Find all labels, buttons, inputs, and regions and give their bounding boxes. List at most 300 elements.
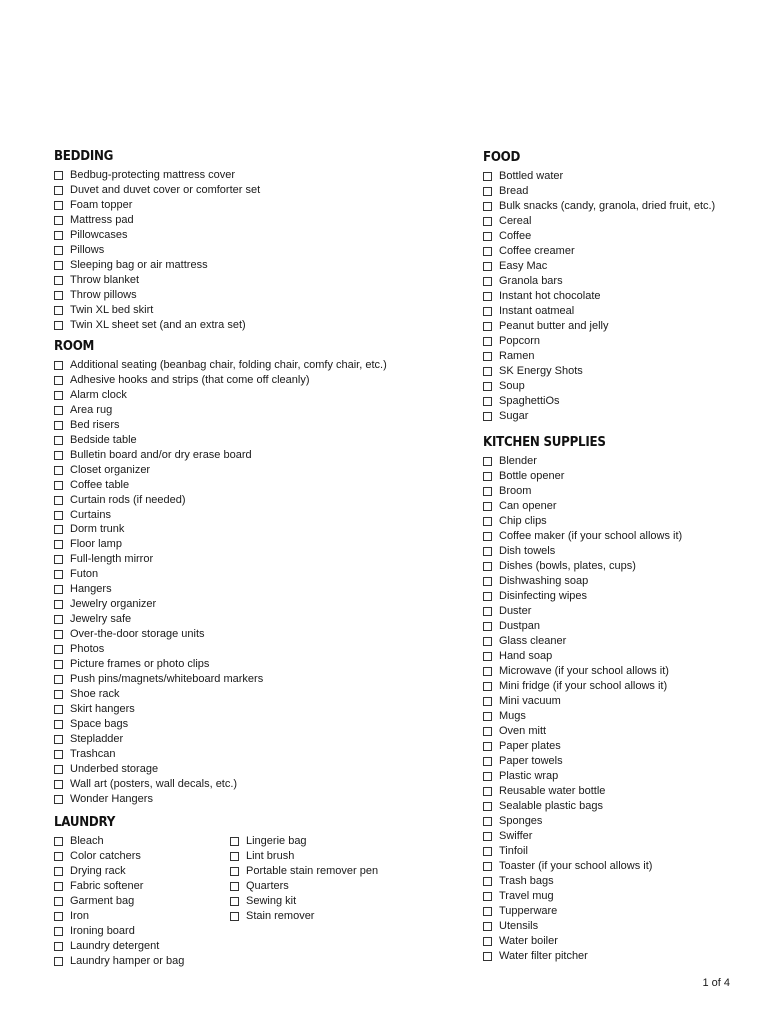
checkbox-icon[interactable]	[54, 246, 63, 255]
right-column	[483, 149, 753, 964]
checklist-item	[483, 874, 753, 889]
checklist-item	[54, 418, 454, 433]
checklist-item-label: Push pins/magnets/whiteboard markers	[70, 673, 264, 685]
checkbox-icon[interactable]	[54, 942, 63, 951]
checkbox-icon[interactable]	[54, 867, 63, 876]
checklist-item-label: Chip clips	[499, 515, 547, 527]
checkbox-icon[interactable]	[483, 832, 492, 841]
checkbox-icon[interactable]	[54, 837, 63, 846]
laundry-columns	[54, 834, 454, 969]
checklist-item-label: Mattress pad	[70, 214, 134, 226]
checklist-item-label: Pillows	[70, 244, 105, 256]
checklist-item-label: Laundry hamper or bag	[70, 954, 185, 967]
checkbox-icon[interactable]	[230, 882, 239, 891]
checklist-item	[483, 349, 753, 364]
section-bedding	[54, 148, 454, 333]
checklist-item	[483, 664, 753, 679]
checklist-item	[483, 619, 753, 634]
checkbox-icon[interactable]	[483, 307, 492, 316]
kitchen-supplies-list	[483, 454, 753, 964]
checklist-item	[230, 864, 378, 879]
checklist-item	[54, 747, 454, 762]
checkbox-icon[interactable]	[54, 882, 63, 891]
checklist-item	[483, 169, 753, 184]
checkbox-icon[interactable]	[230, 867, 239, 876]
food-list	[483, 169, 753, 424]
checklist-item	[54, 243, 454, 258]
checklist-item-label: Toaster (if your school allows it)	[499, 860, 653, 872]
checklist-item	[54, 388, 454, 403]
checklist-item	[483, 214, 753, 229]
checklist-item-label: Tinfoil	[499, 845, 528, 857]
checkbox-icon[interactable]	[483, 742, 492, 751]
checklist-item	[483, 859, 753, 874]
checklist-item-label: Water filter pitcher	[499, 950, 588, 962]
checkbox-icon[interactable]	[54, 765, 63, 774]
checklist-item-label: Duvet and duvet cover or comforter set	[70, 184, 261, 196]
checklist-item	[483, 229, 753, 244]
checklist-item-label: Dorm trunk	[70, 523, 125, 536]
page-number: 1 of 4	[702, 977, 730, 989]
checkbox-icon[interactable]	[54, 540, 63, 549]
checkbox-icon[interactable]	[483, 622, 492, 631]
checklist-item	[54, 672, 454, 687]
checklist-item-label: Swiffer	[499, 830, 533, 842]
checkbox-icon[interactable]	[483, 532, 492, 541]
checkbox-icon[interactable]	[54, 780, 63, 789]
checklist-item	[230, 894, 378, 909]
checkbox-icon[interactable]	[54, 201, 63, 210]
checklist-item	[483, 574, 753, 589]
checkbox-icon[interactable]	[230, 912, 239, 921]
checklist-item-label: Space bags	[70, 717, 129, 730]
checklist-item	[54, 273, 454, 288]
checklist-item-label: Trashcan	[70, 747, 116, 760]
checklist-item-label: Trash bags	[499, 875, 554, 887]
checklist-item	[483, 529, 753, 544]
checklist-item	[483, 514, 753, 529]
checklist-item	[54, 478, 454, 493]
checklist-item-label: SK Energy Shots	[499, 365, 583, 377]
checkbox-icon[interactable]	[54, 321, 63, 330]
checkbox-icon[interactable]	[483, 562, 492, 571]
checkbox-icon[interactable]	[483, 652, 492, 661]
checkbox-icon[interactable]	[483, 682, 492, 691]
checkbox-icon[interactable]	[483, 757, 492, 766]
section-kitchen-supplies	[483, 434, 753, 964]
checkbox-icon[interactable]	[483, 232, 492, 241]
checkbox-icon[interactable]	[54, 585, 63, 594]
checklist-item-label: Cereal	[499, 215, 532, 227]
checklist-item	[483, 364, 753, 379]
checklist-item	[54, 403, 454, 418]
checklist-item	[54, 687, 454, 702]
checkbox-icon[interactable]	[54, 690, 63, 699]
checklist-item	[54, 597, 454, 612]
checklist-item	[483, 589, 753, 604]
checklist-item-label: Underbed storage	[70, 762, 159, 775]
checklist-item	[54, 642, 454, 657]
checkbox-icon[interactable]	[483, 922, 492, 931]
checkbox-icon[interactable]	[483, 337, 492, 346]
checklist-item	[54, 582, 454, 597]
checkbox-icon[interactable]	[54, 186, 63, 195]
checklist-item-label: Peanut butter and jelly	[499, 320, 609, 332]
checklist-item	[54, 288, 454, 303]
checkbox-icon[interactable]	[54, 852, 63, 861]
checklist-item-label: Curtain rods (if needed)	[70, 493, 186, 506]
checklist-item-label: Shoe rack	[70, 687, 120, 700]
checklist-item	[483, 844, 753, 859]
checklist-item	[483, 319, 753, 334]
checklist-item-label: Throw blanket	[70, 274, 140, 286]
checkbox-icon[interactable]	[54, 720, 63, 729]
checklist-item	[54, 303, 454, 318]
checklist-item-label: Iron	[70, 909, 89, 922]
checklist-item-label: Dustpan	[499, 620, 540, 632]
checklist-item	[54, 463, 454, 478]
checklist-item	[483, 949, 753, 964]
checklist-item-label: Bulletin board and/or dry erase board	[70, 448, 252, 461]
checkbox-icon[interactable]	[54, 481, 63, 490]
checkbox-icon[interactable]	[54, 406, 63, 415]
bedding-list	[54, 168, 454, 333]
checklist-item-label: Coffee	[499, 230, 532, 242]
checklist-item	[483, 904, 753, 919]
checkbox-icon[interactable]	[54, 171, 63, 180]
checklist-item	[54, 924, 230, 939]
checklist-item	[54, 879, 230, 894]
checklist-item-label: Coffee table	[70, 478, 130, 491]
checklist-item	[54, 537, 454, 552]
checklist-item-label: Twin XL bed skirt	[70, 304, 154, 316]
checkbox-icon[interactable]	[483, 547, 492, 556]
checkbox-icon[interactable]	[54, 912, 63, 921]
checklist-item-label: Bread	[499, 185, 529, 197]
checklist-item	[483, 259, 753, 274]
section-room	[54, 338, 454, 807]
checkbox-icon[interactable]	[54, 660, 63, 669]
checklist-item	[54, 909, 230, 924]
checkbox-icon[interactable]	[483, 772, 492, 781]
laundry-list-col1	[54, 834, 230, 969]
checklist-item	[54, 552, 454, 567]
checklist-item-label: Tupperware	[499, 905, 558, 917]
checklist-item	[54, 762, 454, 777]
checklist-item-label: Picture frames or photo clips	[70, 658, 210, 671]
checkbox-icon[interactable]	[483, 802, 492, 811]
checklist-item	[483, 544, 753, 559]
checkbox-icon[interactable]	[54, 927, 63, 936]
checkbox-icon[interactable]	[483, 382, 492, 391]
checklist-item	[54, 318, 454, 333]
checkbox-icon[interactable]	[54, 231, 63, 240]
checklist-item	[54, 954, 230, 969]
checklist-item	[483, 394, 753, 409]
checklist-item	[483, 679, 753, 694]
checklist-item	[483, 379, 753, 394]
checklist-item	[54, 657, 454, 672]
checkbox-icon[interactable]	[483, 697, 492, 706]
checklist-item	[54, 849, 230, 864]
checklist-item	[230, 909, 378, 924]
checklist-item-label: Sewing kit	[246, 894, 297, 907]
checkbox-icon[interactable]	[483, 937, 492, 946]
checklist-item-label: Sleeping bag or air mattress	[70, 259, 208, 271]
checklist-item	[54, 198, 454, 213]
checklist-item-label: Sugar	[499, 410, 529, 422]
checkbox-icon[interactable]	[483, 352, 492, 361]
checklist-item-label: Pillowcases	[70, 229, 128, 241]
checkbox-icon[interactable]	[54, 306, 63, 315]
checklist-item-label: Dish towels	[499, 545, 556, 557]
checkbox-icon[interactable]	[54, 376, 63, 385]
checkbox-icon[interactable]	[483, 262, 492, 271]
checklist-item-label: Travel mug	[499, 890, 554, 902]
checkbox-icon[interactable]	[54, 795, 63, 804]
checklist-item	[483, 739, 753, 754]
checklist-item	[483, 799, 753, 814]
checklist-item-label: Throw pillows	[70, 289, 137, 301]
checklist-item-label: Bottled water	[499, 170, 564, 182]
checklist-item-label: Ramen	[499, 350, 535, 362]
checklist-item-label: Twin XL sheet set (and an extra set)	[70, 319, 246, 331]
section-title-kitchen-supplies: KITCHEN SUPPLIES	[483, 434, 606, 450]
checklist-item-label: Mini vacuum	[499, 695, 561, 707]
checklist-item-label: Wall art (posters, wall decals, etc.)	[70, 777, 238, 790]
section-laundry	[54, 814, 454, 969]
checklist-item-label: Bottle opener	[499, 470, 565, 482]
checklist-item-label: Alarm clock	[70, 388, 127, 401]
checkbox-icon[interactable]	[483, 292, 492, 301]
checklist-item	[483, 889, 753, 904]
checkbox-icon[interactable]	[483, 787, 492, 796]
checkbox-icon[interactable]	[54, 421, 63, 430]
checkbox-icon[interactable]	[483, 322, 492, 331]
checkbox-icon[interactable]	[230, 897, 239, 906]
checkbox-icon[interactable]	[483, 517, 492, 526]
checkbox-icon[interactable]	[483, 367, 492, 376]
checkbox-icon[interactable]	[483, 952, 492, 961]
checklist-item-label: Glass cleaner	[499, 635, 567, 647]
checklist-item	[483, 604, 753, 619]
checklist-item	[483, 274, 753, 289]
checkbox-icon[interactable]	[483, 397, 492, 406]
checkbox-icon[interactable]	[483, 502, 492, 511]
checklist-item	[483, 769, 753, 784]
checklist-item-label: Microwave (if your school allows it)	[499, 665, 669, 677]
checkbox-icon[interactable]	[483, 862, 492, 871]
checklist-item-label: Hand soap	[499, 650, 553, 662]
checkbox-icon[interactable]	[54, 361, 63, 370]
checklist-item	[54, 717, 454, 732]
checkbox-icon[interactable]	[54, 600, 63, 609]
checkbox-icon[interactable]	[54, 750, 63, 759]
checklist-item	[54, 358, 454, 373]
checklist-item-label: Laundry detergent	[70, 939, 160, 952]
checklist-item	[483, 934, 753, 949]
checklist-item-label: Sealable plastic bags	[499, 800, 603, 812]
checklist-item-label: Disinfecting wipes	[499, 590, 588, 602]
checkbox-icon[interactable]	[483, 727, 492, 736]
checkbox-icon[interactable]	[54, 466, 63, 475]
checklist-item	[230, 834, 378, 849]
checklist-item-label: Granola bars	[499, 275, 563, 287]
checkbox-icon[interactable]	[54, 261, 63, 270]
checklist-item	[54, 448, 454, 463]
checklist-item-label: Can opener	[499, 500, 557, 512]
checkbox-icon[interactable]	[483, 187, 492, 196]
checklist-item	[483, 184, 753, 199]
checklist-item-label: Jewelry safe	[70, 613, 132, 626]
checklist-item-label: Soup	[499, 380, 525, 392]
checkbox-icon[interactable]	[483, 817, 492, 826]
checklist-item-label: Mini fridge (if your school allows it)	[499, 680, 668, 692]
checklist-item-label: Floor lamp	[70, 538, 122, 551]
checklist-item-label: Instant oatmeal	[499, 305, 575, 317]
section-title-laundry: LAUNDRY	[54, 813, 116, 830]
checklist-item	[54, 228, 454, 243]
checklist-item	[54, 732, 454, 747]
checkbox-icon[interactable]	[483, 592, 492, 601]
checklist-item-label: Jewelry organizer	[70, 598, 157, 611]
checklist-item-label: Water boiler	[499, 935, 558, 947]
checklist-item-label: Bedbug-protecting mattress cover	[70, 169, 236, 181]
checklist-item-label: Bleach	[70, 834, 104, 847]
checkbox-icon[interactable]	[54, 675, 63, 684]
checklist-item-label: Stepladder	[70, 732, 124, 745]
checklist-item	[483, 724, 753, 739]
checkbox-icon[interactable]	[483, 217, 492, 226]
checkbox-icon[interactable]	[483, 667, 492, 676]
checklist-item-label: SpaghettiOs	[499, 395, 560, 407]
checkbox-icon[interactable]	[54, 570, 63, 579]
checklist-item-label: Lint brush	[246, 849, 295, 862]
checklist-item	[483, 409, 753, 424]
checklist-item-label: Quarters	[246, 879, 289, 892]
checkbox-icon[interactable]	[54, 615, 63, 624]
checklist-item-label: Blender	[499, 455, 537, 467]
checkbox-icon[interactable]	[54, 391, 63, 400]
checkbox-icon[interactable]	[483, 892, 492, 901]
checkbox-icon[interactable]	[483, 907, 492, 916]
checklist-item	[483, 484, 753, 499]
checklist-item-label: Coffee creamer	[499, 245, 575, 257]
checklist-item-label: Area rug	[70, 403, 113, 416]
checkbox-icon[interactable]	[54, 451, 63, 460]
checklist-item-label: Photos	[70, 643, 105, 656]
checklist-item-label: Hangers	[70, 583, 112, 596]
checklist-item	[54, 213, 454, 228]
checklist-item-label: Sponges	[499, 815, 543, 827]
checkbox-icon[interactable]	[54, 276, 63, 285]
checkbox-icon[interactable]	[483, 877, 492, 886]
checklist-item	[54, 508, 454, 523]
checkbox-icon[interactable]	[54, 645, 63, 654]
checkbox-icon[interactable]	[54, 496, 63, 505]
checkbox-icon[interactable]	[54, 555, 63, 564]
checklist-item	[483, 454, 753, 469]
checklist-item-label: Wonder Hangers	[70, 792, 153, 805]
checkbox-icon[interactable]	[54, 216, 63, 225]
checkbox-icon[interactable]	[54, 436, 63, 445]
checklist-item	[54, 702, 454, 717]
checklist-item	[54, 493, 454, 508]
checkbox-icon[interactable]	[483, 577, 492, 586]
checkbox-icon[interactable]	[483, 712, 492, 721]
laundry-list-col2	[230, 834, 378, 969]
checklist-item-label: Coffee maker (if your school allows it)	[499, 530, 683, 542]
checkbox-icon[interactable]	[483, 472, 492, 481]
checklist-item	[54, 258, 454, 273]
checklist-item-label: Oven mitt	[499, 725, 547, 737]
checklist-item-label: Skirt hangers	[70, 702, 135, 715]
checkbox-icon[interactable]	[483, 847, 492, 856]
checkbox-icon[interactable]	[483, 487, 492, 496]
checkbox-icon[interactable]	[483, 412, 492, 421]
checklist-item	[483, 784, 753, 799]
checklist-item-label: Additional seating (beanbag chair, folding chair, comfy chair, etc.)	[70, 358, 387, 371]
checkbox-icon[interactable]	[230, 837, 239, 846]
section-title-room: ROOM	[54, 338, 95, 354]
checklist-item-label: Popcorn	[499, 335, 540, 347]
room-list	[54, 358, 454, 807]
checkbox-icon[interactable]	[54, 705, 63, 714]
section-food	[483, 149, 753, 424]
checklist-item	[483, 694, 753, 709]
checklist-item	[483, 559, 753, 574]
checklist-item-label: Adhesive hooks and strips (that come off cleanly)	[70, 373, 310, 386]
checklist-item	[54, 168, 454, 183]
checklist-item-label: Paper plates	[499, 740, 561, 752]
checkbox-icon[interactable]	[483, 172, 492, 181]
checkbox-icon[interactable]	[54, 525, 63, 534]
checklist-item	[483, 334, 753, 349]
checkbox-icon[interactable]	[54, 630, 63, 639]
checklist-item	[483, 754, 753, 769]
checklist-item	[483, 649, 753, 664]
checkbox-icon[interactable]	[483, 637, 492, 646]
checklist-item	[54, 373, 454, 388]
checklist-item-label: Broom	[499, 485, 532, 497]
checkbox-icon[interactable]	[54, 957, 63, 966]
checkbox-icon[interactable]	[54, 735, 63, 744]
checklist-item	[483, 304, 753, 319]
checkbox-icon[interactable]	[483, 277, 492, 286]
checklist-item-label: Lingerie bag	[246, 834, 307, 847]
checkbox-icon[interactable]	[483, 202, 492, 211]
checkbox-icon[interactable]	[54, 291, 63, 300]
checklist-item	[54, 522, 454, 537]
checklist-item-label: Ironing board	[70, 924, 135, 937]
section-title-food: FOOD	[483, 149, 521, 165]
checklist-item-label: Instant hot chocolate	[499, 290, 601, 302]
checkbox-icon[interactable]	[483, 247, 492, 256]
checklist-item	[483, 634, 753, 649]
checkbox-icon[interactable]	[483, 457, 492, 466]
checkbox-icon[interactable]	[54, 511, 63, 520]
checklist-item	[54, 894, 230, 909]
checklist-item	[54, 612, 454, 627]
checkbox-icon[interactable]	[54, 897, 63, 906]
checklist-item-label: Futon	[70, 568, 99, 581]
checklist-item-label: Utensils	[499, 920, 539, 932]
checklist-item	[483, 709, 753, 724]
checkbox-icon[interactable]	[483, 607, 492, 616]
checklist-item	[54, 834, 230, 849]
checkbox-icon[interactable]	[230, 852, 239, 861]
checklist-item-label: Easy Mac	[499, 260, 548, 272]
